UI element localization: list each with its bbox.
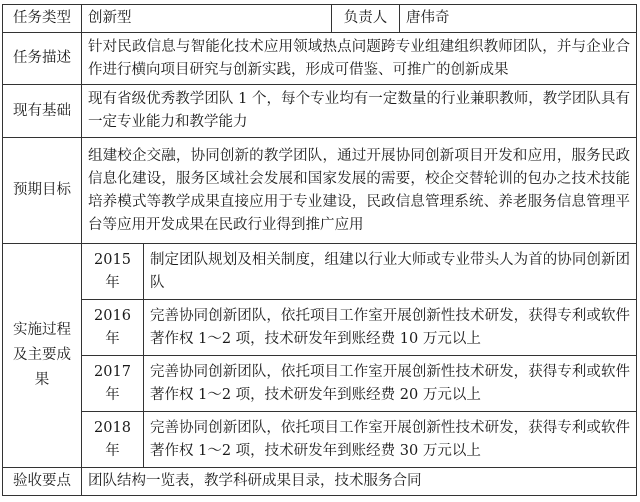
year-2018-text: 完善协同创新团队，依托项目工作室开展创新性技术研发，获得专利或软件著作权 1～2 项，技术研发年到账经费 30 万元以上 [144,412,637,468]
basis-text: 现有省级优秀教学团队 1 个，每个专业均有一定数量的行业兼职教师，教学团队具有一定专业能力和教学能力 [82,85,637,138]
year-2016-text: 完善协同创新团队，依托项目工作室开展创新性技术研发，获得专利或软件著作权 1～2 项，技术研发年到账经费 10 万元以上 [144,300,637,356]
acceptance-text: 团队结构一览表，教学科研成果目录，技术服务合同 [82,468,637,496]
year-2018: 2018 年 [82,412,144,468]
process-row-2017 [3,356,637,412]
acceptance-row [3,468,637,496]
description-row [3,33,637,85]
year-2015: 2015 年 [82,244,144,300]
leader-label: 负责人 [332,5,400,33]
basis-row [3,85,637,138]
process-row-2018 [3,412,637,468]
goal-text: 组建校企交融，协同创新的教学团队，通过开展协同创新项目开发和应用，服务民政信息化建设，服务区域社会发展和国家发展的需要，校企交替轮训的包办之技术技能培养模式等教学成果直接应用于专业建设，民政信息管理系统、养老服务信息管理平台等应用开发成果在民政行业得到推广应用 [82,138,637,244]
process-row-2015 [3,244,637,300]
basis-label: 现有基础 [3,85,82,138]
goal-label: 预期目标 [3,138,82,244]
description-text: 针对民政信息与智能化技术应用领域热点问题跨专业组建组织教师团队，并与企业合作进行横向项目研究与创新实践，形成可借鉴、可推广的创新成果 [82,33,637,85]
process-row-2016 [3,300,637,356]
leader-value: 唐伟奇 [400,5,637,33]
acceptance-label: 验收要点 [3,468,82,496]
year-2015-text: 制定团队规划及相关制度，组建以行业大师或专业带头人为首的协同创新团队 [144,244,637,300]
year-2017: 2017 年 [82,356,144,412]
task-type-label: 任务类型 [3,5,82,33]
goal-row [3,138,637,244]
year-2017-text: 完善协同创新团队，依托项目工作室开展创新性技术研发，获得专利或软件著作权 1～2 项，技术研发年到账经费 20 万元以上 [144,356,637,412]
task-table [2,4,637,496]
year-2016: 2016 年 [82,300,144,356]
header-row [3,5,637,33]
task-type-value: 创新型 [82,5,332,33]
description-label: 任务描述 [3,33,82,85]
process-label: 实施过程及主要成果 [3,244,82,468]
